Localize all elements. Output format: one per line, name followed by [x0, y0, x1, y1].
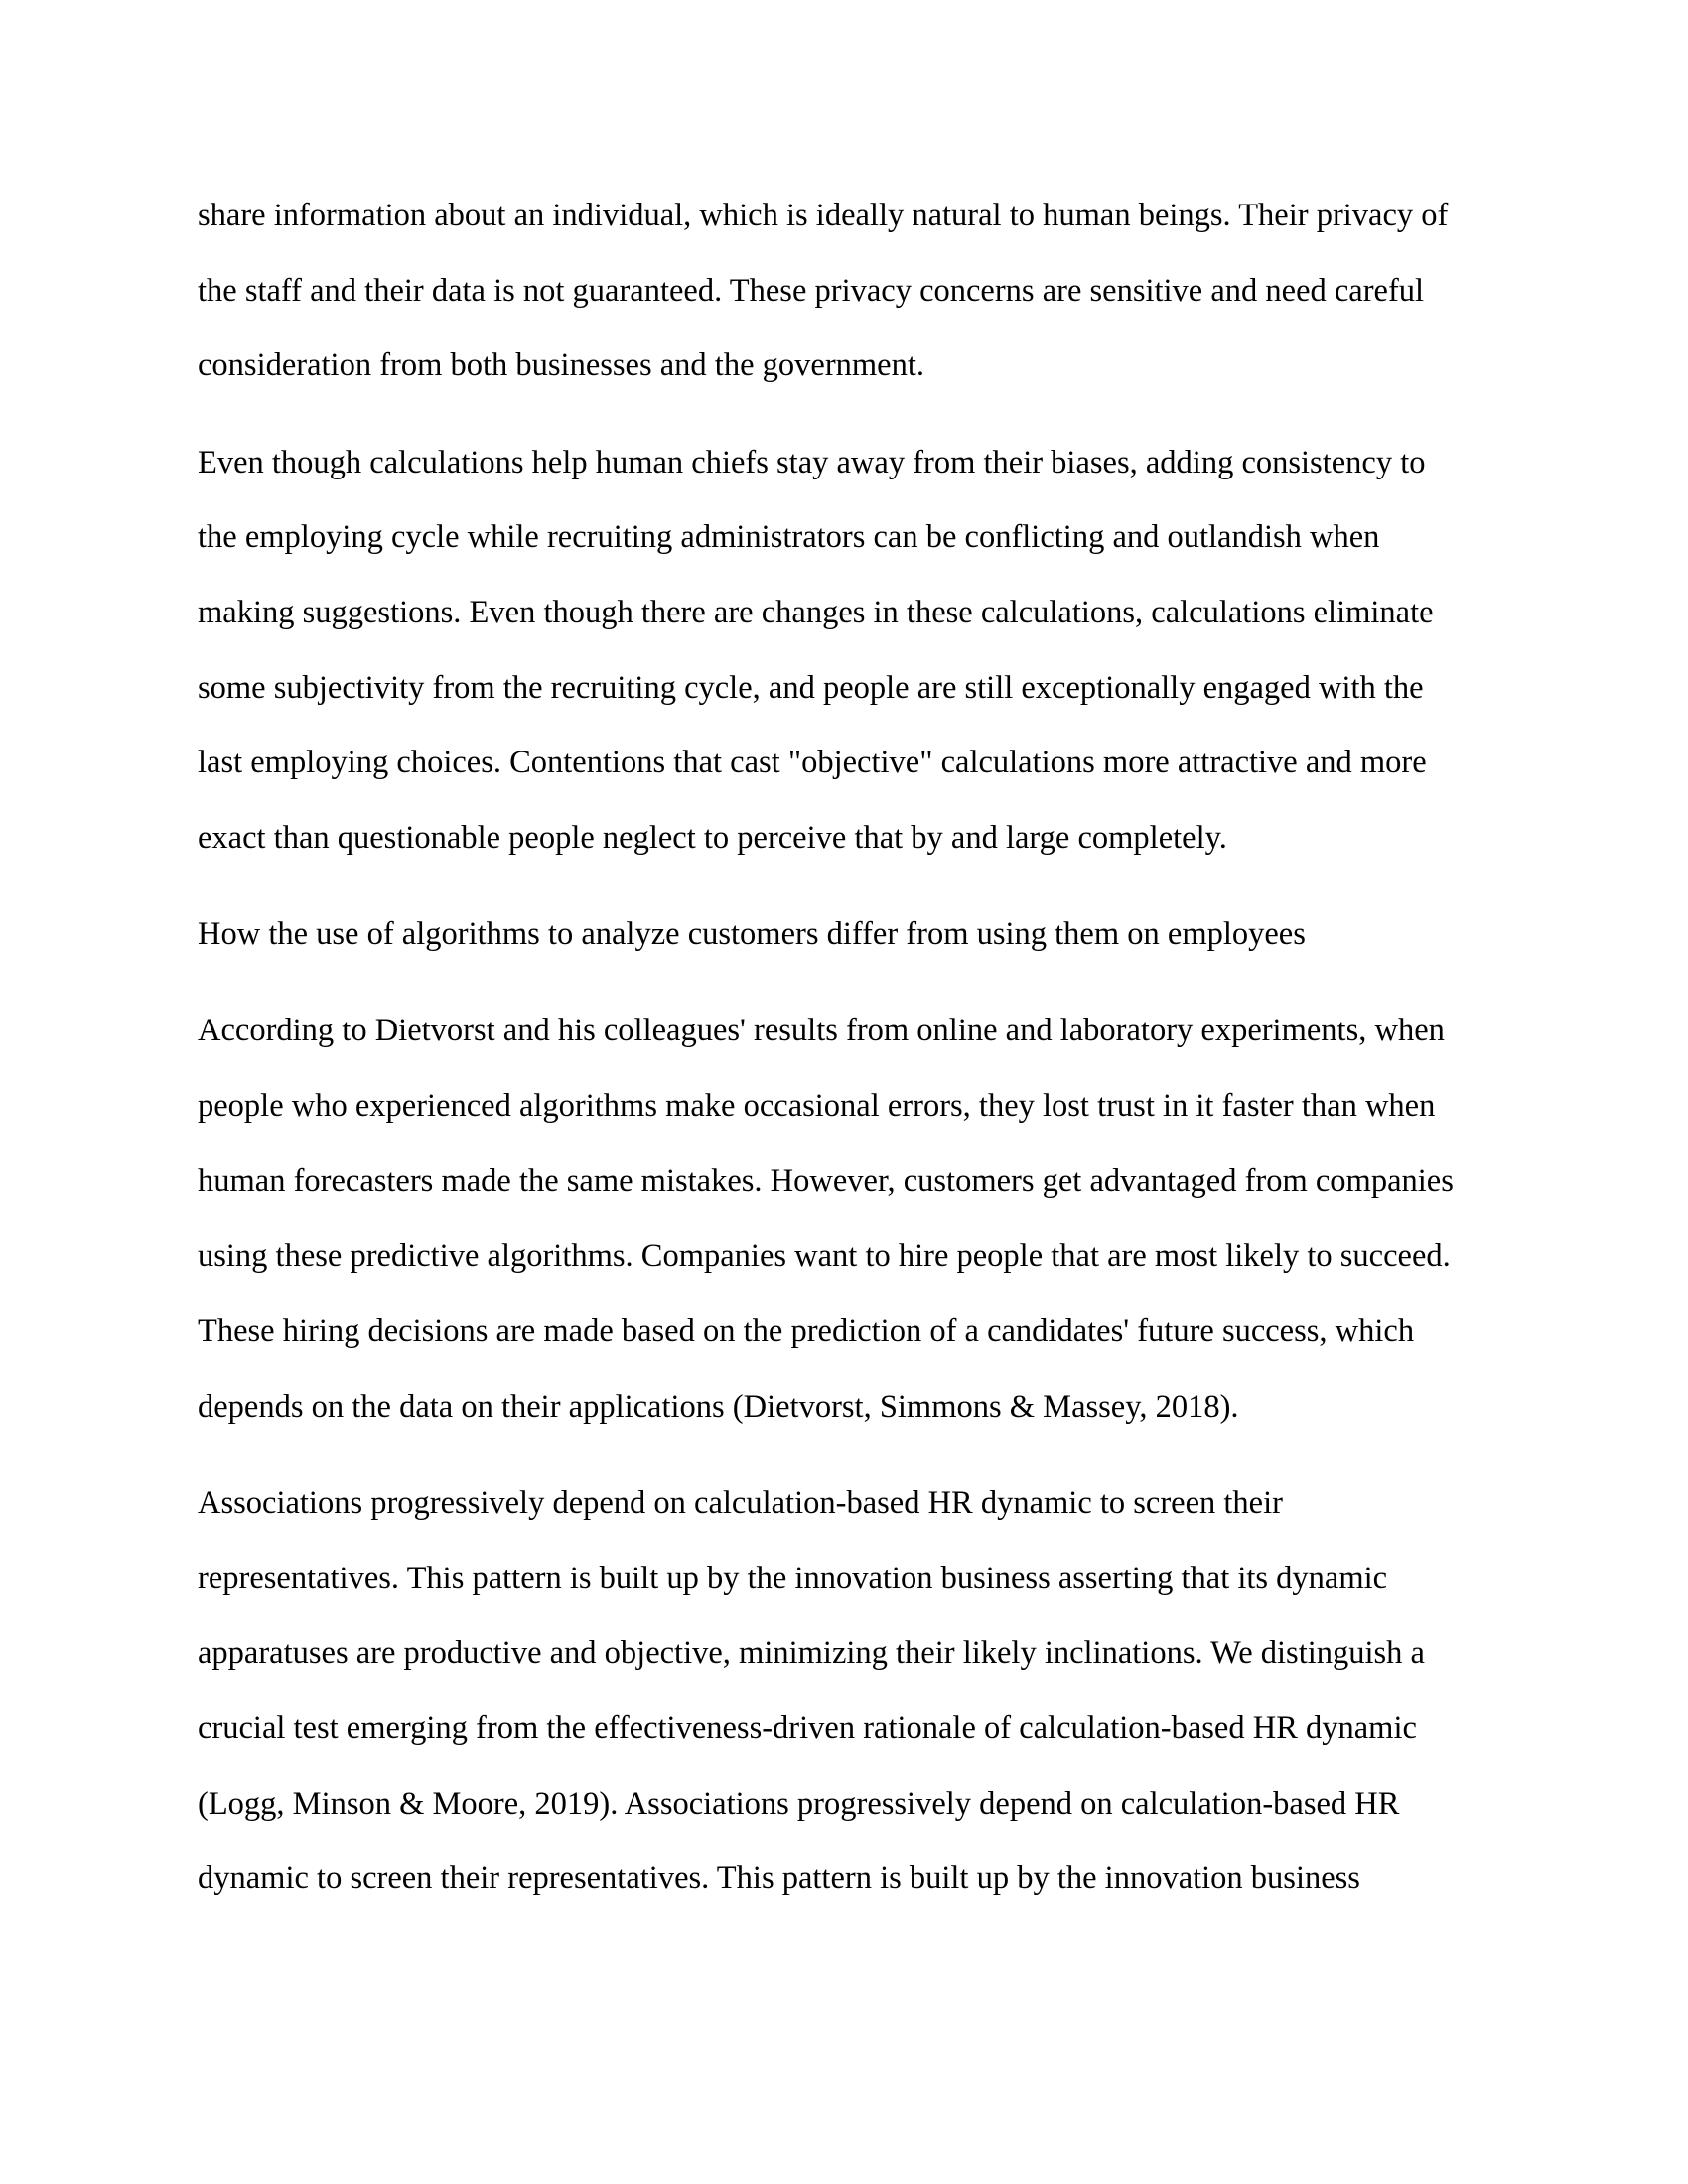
text-line: dynamic to screen their representatives. This pattern is built up by the innovation business [198, 1860, 1360, 1897]
text-line: consideration from both businesses and the government. [198, 347, 924, 384]
text-line: human forecasters made the same mistakes. However, customers get advantaged from companies [198, 1162, 1454, 1199]
text-line: (Logg, Minson & Moore, 2019). Associations progressively depend on calculation-based HR [198, 1785, 1400, 1822]
paragraph [198, 994, 1508, 1444]
text-line: How the use of algorithms to analyze customers differ from using them on employees [198, 916, 1306, 953]
paragraph [198, 179, 1508, 404]
text-line: These hiring decisions are made based on the prediction of a candidates' future success, which [198, 1313, 1415, 1350]
text-line: depends on the data on their applications (Dietvorst, Simmons & Massey, 2018). [198, 1388, 1239, 1425]
text-line: making suggestions. Even though there are changes in these calculations, calculations eliminate [198, 594, 1434, 630]
section-heading [198, 897, 1508, 973]
text-line: crucial test emerging from the effectiveness-driven rationale of calculation-based HR dynamic [198, 1710, 1417, 1747]
text-line: exact than questionable people neglect to perceive that by and large completely. [198, 820, 1227, 856]
text-line: share information about an individual, which is ideally natural to human beings. Their privacy of [198, 198, 1449, 233]
text-line: Associations progressively depend on calculation-based HR dynamic to screen their [198, 1485, 1283, 1521]
text-line: some subjectivity from the recruiting cycle, and people are still exceptionally engaged with the [198, 669, 1424, 706]
text-line: using these predictive algorithms. Companies want to hire people that are most likely to succeed. [198, 1238, 1451, 1275]
text-line: last employing choices. Contentions that cast "objective" calculations more attractive and more [198, 745, 1427, 781]
text-line: apparatuses are productive and objective, minimizing their likely inclinations. We distinguish a [198, 1635, 1425, 1672]
text-line: representatives. This pattern is built up by the innovation business asserting that its dynamic [198, 1560, 1388, 1596]
document-page [198, 179, 1508, 1939]
text-line: the employing cycle while recruiting administrators can be conflicting and outlandish when [198, 519, 1380, 556]
text-line: According to Dietvorst and his colleagues' results from online and laboratory experiments, when [198, 1013, 1445, 1049]
paragraph [198, 426, 1508, 877]
text-line: the staff and their data is not guaranteed. These privacy concerns are sensitive and need careful [198, 272, 1425, 309]
paragraph [198, 1466, 1508, 1917]
text-line: people who experienced algorithms make occasional errors, they lost trust in it faster than when [198, 1088, 1436, 1125]
text-line: Even though calculations help human chiefs stay away from their biases, adding consistency to [198, 444, 1426, 480]
